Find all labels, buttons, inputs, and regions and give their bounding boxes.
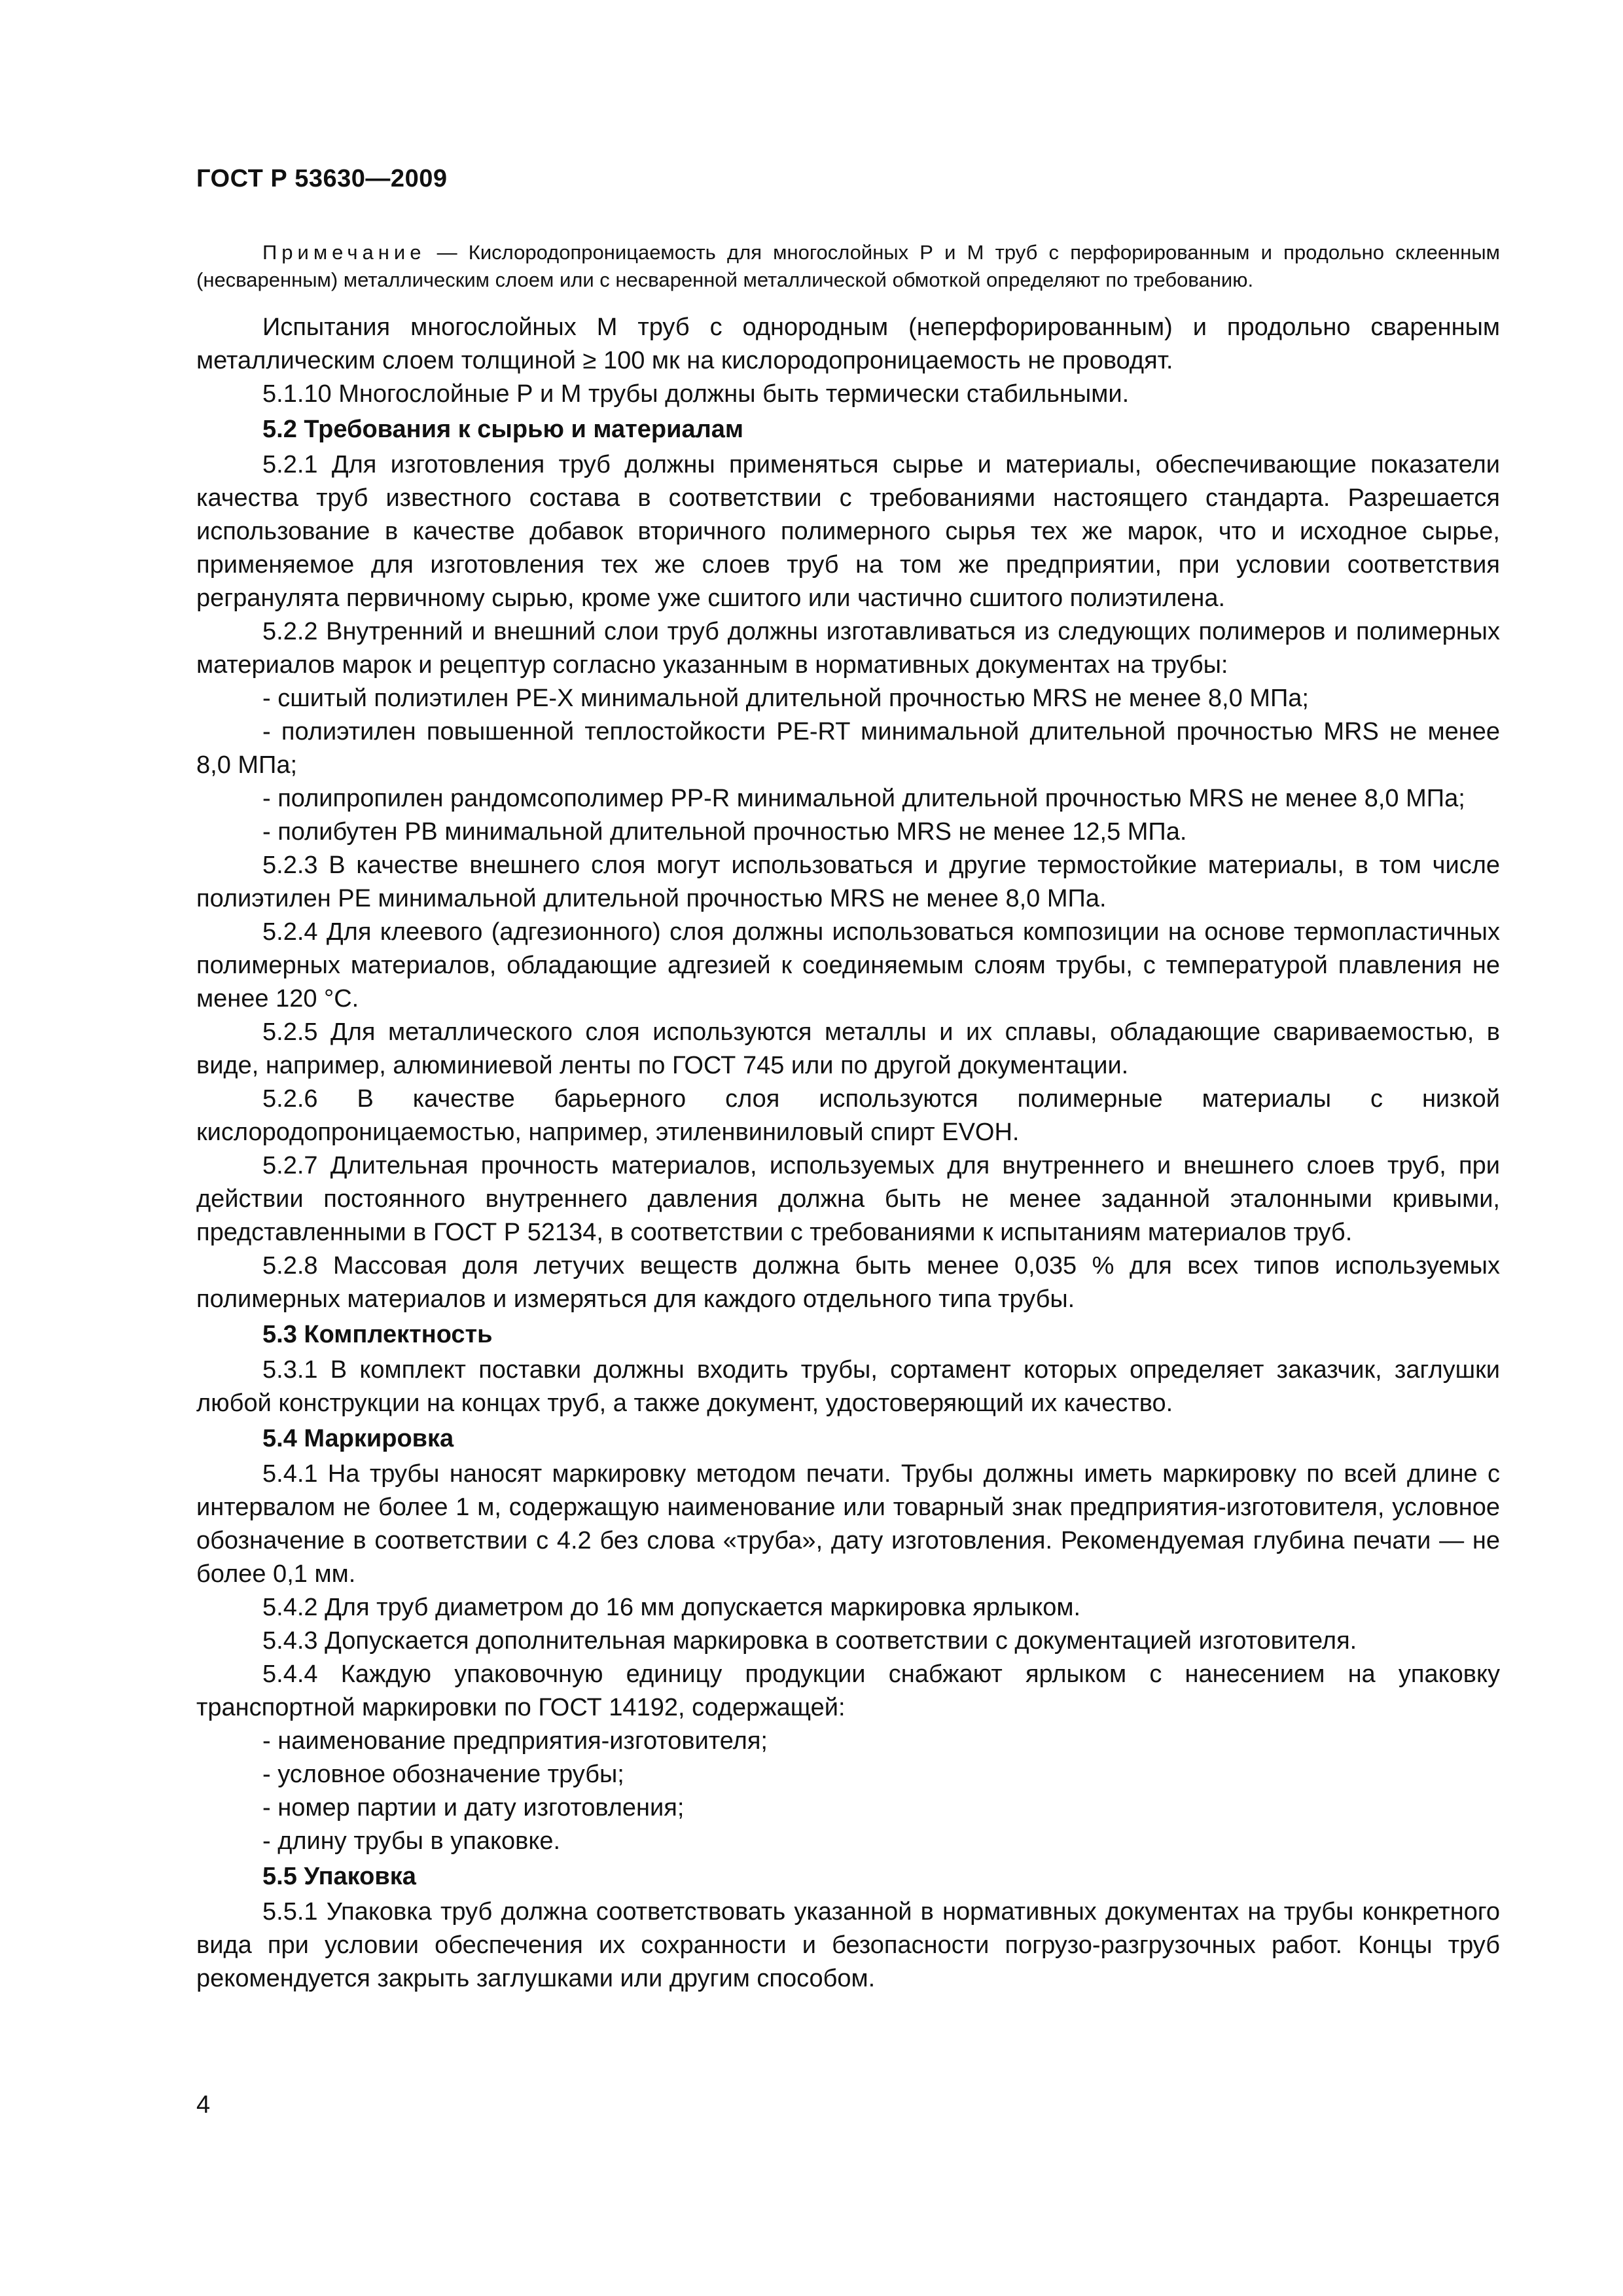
paragraph-5-2-5: 5.2.5 Для металлического слоя используются металлы и их сплавы, обладающие свариваемостью, в виде, например, алюминиевой ленты по ГОСТ 745 или по другой документации. [196,1018,1500,1079]
paragraph-5-5-1: 5.5.1 Упаковка труб должна соответствовать указанной в нормативных документах на трубы конкретного вида при условии обеспечения их сохранности и безопасности погрузо-разгрузочных работ. Концы труб рекомендуется закрыть заглушками или другим способом. [196,1898,1500,1992]
note-text: — Кислородопроницаемость для многослойных Р и М труб с перфорированным и продольно склеенным (несваренным) металлическим слоем или с несваренной металлической обмоткой определяют по требованию. [196,241,1500,291]
list-item: - сшитый полиэтилен PE-X минимальной длительной прочностью MRS не менее 8,0 МПа; [262,685,1309,712]
list-item: - наименование предприятия-изготовителя; [262,1727,768,1755]
paragraph-5-2-8: 5.2.8 Массовая доля летучих веществ должна быть менее 0,035 % для всех типов используемых полимерных материалов и измеряться для каждого отдельного типа трубы. [196,1252,1500,1313]
note-label: Примечание [262,241,426,264]
paragraph-5-1-10: 5.1.10 Многослойные Р и М трубы должны быть термически стабильными. [262,380,1130,408]
page-number: 4 [196,2091,211,2119]
note-paragraph [196,239,1500,294]
list-item: - полипропилен рандомсополимер PP-R минимальной длительной прочностью MRS не менее 8,0 МПа; [262,785,1465,812]
list-item: - условное обозначение трубы; [262,1761,624,1788]
paragraph-5-2-6: 5.2.6 В качестве барьерного слоя используются полимерные материалы с низкой кислородопроницаемостью, например, этиленвиниловый спирт EVOH. [196,1085,1500,1146]
paragraph-5-2-7: 5.2.7 Длительная прочность материалов, используемых для внутреннего и внешнего слоев труб, при действии постоянного внутреннего давления должна быть не менее заданной эталонными кривыми, представленными в ГОСТ Р 52134, в соответствии с требованиями к испытаниям материалов труб. [196,1152,1500,1246]
paragraph-5-2-1: 5.2.1 Для изготовления труб должны применяться сырье и материалы, обеспечивающие показатели качества труб известного состава в соответствии с требованиями настоящего стандарта. Разрешается использование в качестве добавок вторичного полимерного сырья тех же марок, что и исходное сырье, применяемое для изготовления тех же слоев труб на том же предприятии, при условии соответствия регранулята первичному сырью, кроме уже сшитого или частично сшитого полиэтилена. [196,451,1500,612]
list-item: - номер партии и дату изготовления; [262,1794,685,1821]
paragraph-5-2-4: 5.2.4 Для клеевого (адгезионного) слоя должны использоваться композиции на основе термопластичных полимерных материалов, обладающие адгезией к соединяемым слоям трубы, с температурой плавления не менее 120 °С. [196,918,1500,1013]
section-heading-5-5: 5.5 Упаковка [262,1863,416,1890]
paragraph-5-4-2: 5.4.2 Для труб диаметром до 16 мм допускается маркировка ярлыком. [262,1594,1081,1621]
document-header: ГОСТ Р 53630—2009 [196,165,448,192]
paragraph-5-2-2: 5.2.2 Внутренний и внешний слои труб должны изготавливаться из следующих полимеров и полимерных материалов марок и рецептур согласно указанным в нормативных документах на трубы: [196,618,1500,679]
document-body [196,239,1500,1996]
paragraph-5-3-1: 5.3.1 В комплект поставки должны входить трубы, сортамент которых определяет заказчик, заглушки любой конструкции на концах труб, а также документ, удостоверяющий их качество. [196,1356,1500,1417]
paragraph-5-4-1: 5.4.1 На трубы наносят маркировку методом печати. Трубы должны иметь маркировку по всей длине с интервалом не более 1 м, содержащую наименование или товарный знак предприятия-изготовителя, условное обозначение в соответствии с 4.2 без слова «труба», дату изготовления. Рекомендуемая глубина печати — не более 0,1 мм. [196,1460,1500,1588]
section-heading-5-3: 5.3 Комплектность [262,1321,493,1348]
paragraph-5-4-4: 5.4.4 Каждую упаковочную единицу продукции снабжают ярлыком с нанесением на упаковку транспортной маркировки по ГОСТ 14192, содержащей: [196,1660,1500,1721]
list-item: - полибутен PB минимальной длительной прочностью MRS не менее 12,5 МПа. [262,818,1187,846]
paragraph-tests: Испытания многослойных М труб с однородным (неперфорированным) и продольно сваренным металлическим слоем толщиной ≥ 100 мк на кислородопроницаемость не проводят. [196,314,1500,374]
paragraph-5-4-3: 5.4.3 Допускается дополнительная маркировка в соответствии с документацией изготовителя. [262,1627,1357,1655]
section-heading-5-4: 5.4 Маркировка [262,1425,454,1452]
list-item: - длину трубы в упаковке. [262,1827,561,1855]
list-item: - полиэтилен повышенной теплостойкости PE-RT минимальной длительной прочностью MRS не менее 8,0 МПа; [196,718,1500,779]
paragraph-5-2-3: 5.2.3 В качестве внешнего слоя могут использоваться и другие термостойкие материалы, в том числе полиэтилен PE минимальной длительной прочностью MRS не менее 8,0 МПа. [196,852,1500,912]
section-heading-5-2: 5.2 Требования к сырью и материалам [262,416,743,443]
